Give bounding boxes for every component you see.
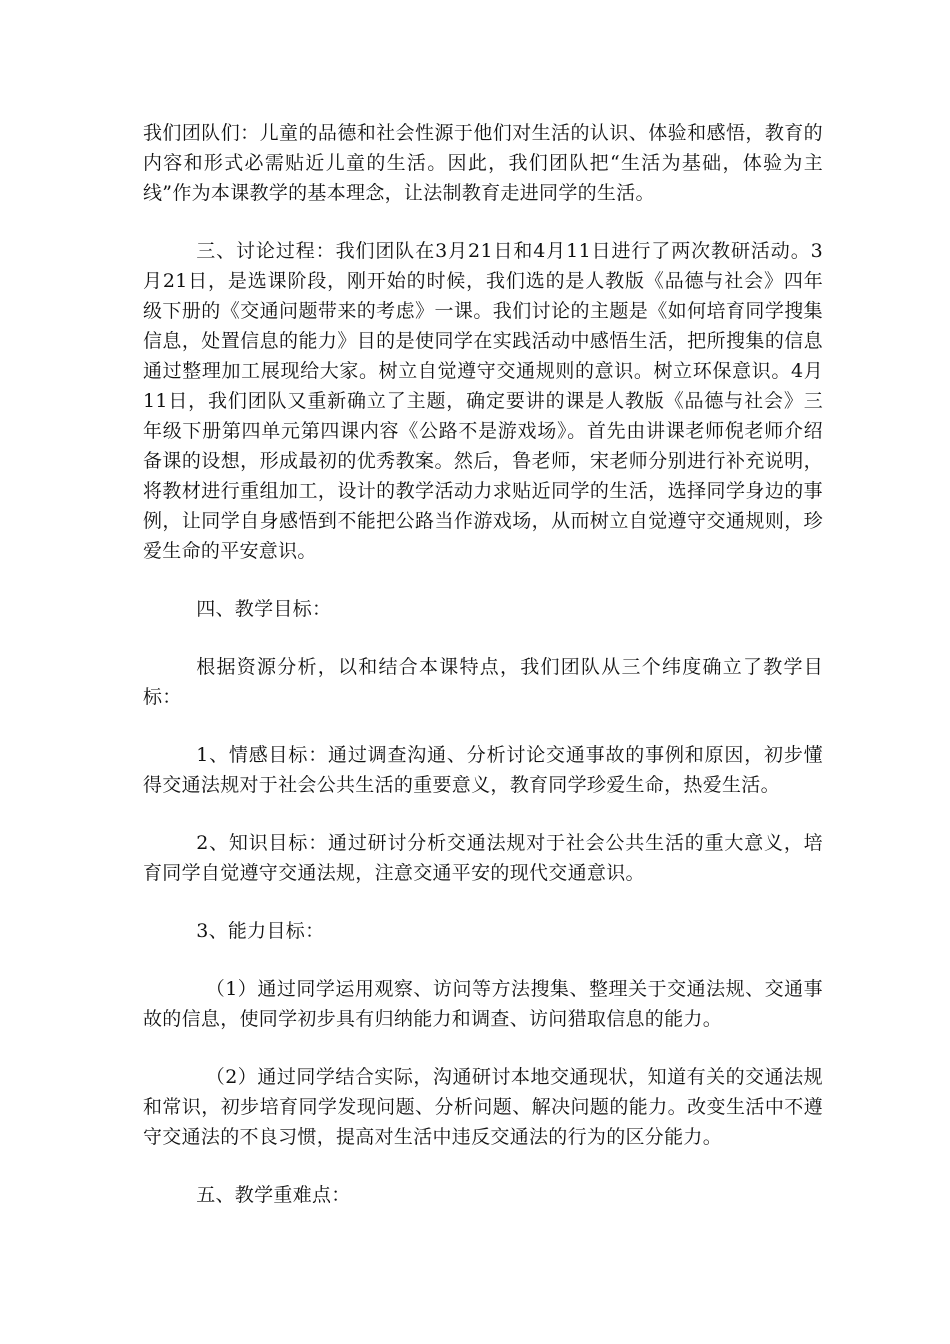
heading-teaching-goals: 四、教学目标： <box>196 598 332 620</box>
paragraph-knowledge-goal: 2、知识目标：通过研讨分析交通法规对于社会公共生活的重大意义，培育同学自觉遵守交通法规，注意交通平安的现代交通意识。 <box>143 832 823 884</box>
paragraph-ability-goal-1: （1）通过同学运用观察、访问等方法搜集、整理关于交通法规、交通事故的信息，使同学初步具有归纳能力和调查、访问猎取信息的能力。 <box>143 978 823 1030</box>
paragraph-emotion-goal: 1、情感目标：通过调查沟通、分析讨论交通事故的事例和原因，初步懂得交通法规对于社会公共生活的重要意义，教育同学珍爱生命，热爱生活。 <box>143 744 823 796</box>
paragraph-discussion-process: 三、讨论过程：我们团队在3月21日和4月11日进行了两次教研活动。3月21日，是选课阶段，刚开始的时候，我们选的是人教版《品德与社会》四年级下册的《交通问题带来的考虑》一课。我们讨论的主题是《如何培育同学搜集信息，处置信息的能力》目的是使同学在实践活动中感悟生活，把所搜集的信息通过整理加工展现给大家。树立自觉遵守交通规则的意识。树立环保意识。4月11日，我们团队又重新确立了主题，确定要讲的课是人教版《品德与社会》三年级下册第四单元第四课内容《公路不是游戏场》。首先由讲课老师倪老师介绍备课的设想，形成最初的优秀教案。然后，鲁老师，宋老师分别进行补充说明，将教材进行重组加工，设计的教学活动力求贴近同学的生活，选择同学身边的事例，让同学自身感悟到不能把公路当作游戏场，从而树立自觉遵守交通规则，珍爱生命的平安意识。 <box>143 240 823 562</box>
paragraph-goals-intro: 根据资源分析，以和结合本课特点，我们团队从三个纬度确立了教学目标： <box>143 656 823 708</box>
document-body <box>143 118 823 1238</box>
paragraph-intro: 我们团队们：儿童的品德和社会性源于他们对生活的认识、体验和感悟，教育的内容和形式必需贴近儿童的生活。因此，我们团队把“生活为基础，体验为主线”作为本课教学的基本理念，让法制教育走进同学的生活。 <box>143 122 823 204</box>
paragraph-ability-goal-2: （2）通过同学结合实际，沟通研讨本地交通现状，知道有关的交通法规和常识，初步培育同学发现问题、分析问题、解决问题的能力。改变生活中不遵守交通法的不良习惯，提高对生活中违反交通法的行为的区分能力。 <box>143 1066 823 1148</box>
heading-ability-goal: 3、能力目标： <box>196 920 325 942</box>
heading-key-difficulties: 五、教学重难点： <box>196 1184 351 1206</box>
